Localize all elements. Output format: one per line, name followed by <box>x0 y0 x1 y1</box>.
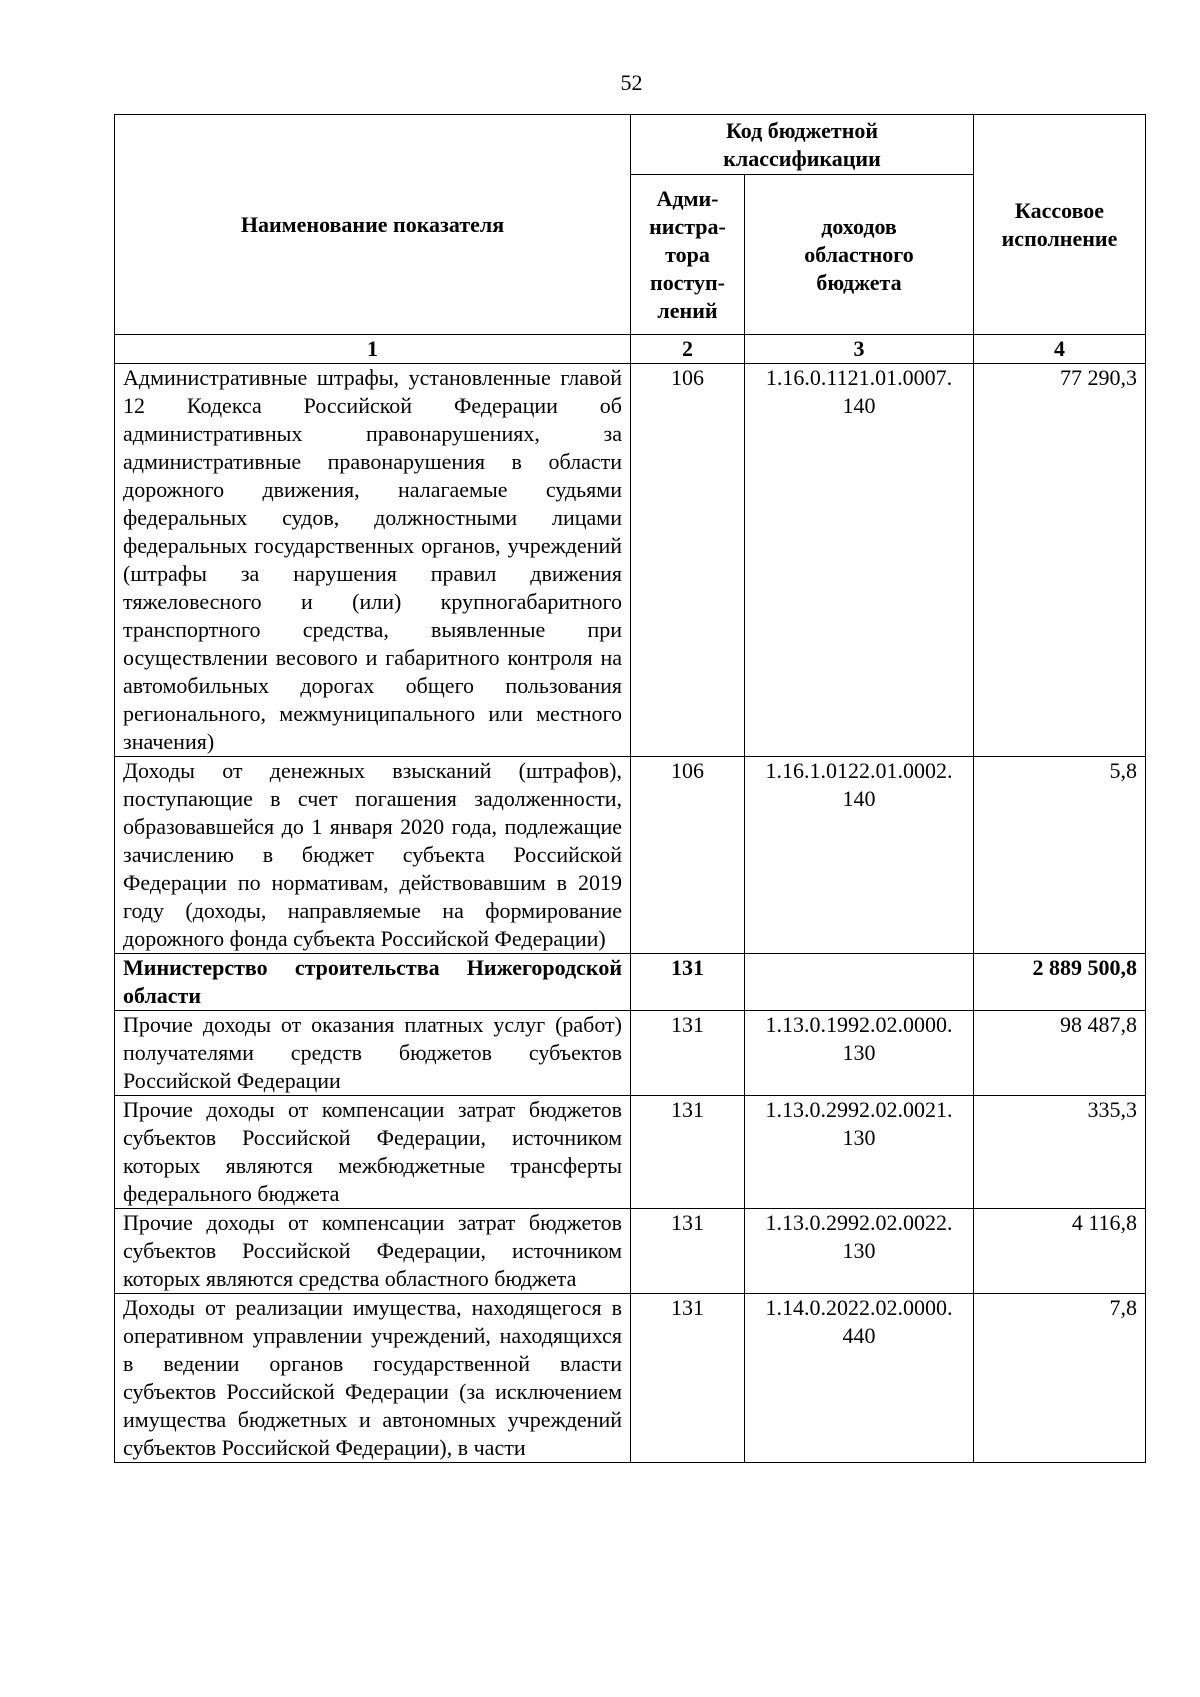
row-revenue-code-part-2: 140 <box>842 393 876 418</box>
row-indicator-name: Прочие доходы от оказания платных услуг (работ) получателями средств бюджетов субъектов Российской Федерации <box>115 1011 631 1096</box>
row-revenue-code <box>745 954 974 1011</box>
row-indicator-name: Доходы от денежных взысканий (штрафов), поступающие в счет погашения задолженности, образовавшейся до 1 января 2020 года, подлежащие зачислению в бюджет субъекта Российской Федерации по нормативам, действовавшим в 2019 году (доходы, направляемые на формирование дорожного фонда субъекта Российской Федерации) <box>115 757 631 954</box>
row-revenue-code <box>745 757 974 954</box>
row-administrator-code: 106 <box>631 364 745 757</box>
header-regional-budget-revenue: доходов областного бюджета <box>745 175 974 335</box>
row-revenue-code-part-2: 140 <box>842 786 876 811</box>
budget-table <box>114 114 1146 1463</box>
row-revenue-code-part-2: 440 <box>842 1323 876 1348</box>
row-cash-execution: 7,8 <box>974 1294 1146 1463</box>
column-number-2: 2 <box>631 335 745 364</box>
column-number-4: 4 <box>974 335 1146 364</box>
row-administrator-code: 131 <box>631 954 745 1011</box>
header-indicator-name: Наименование показателя <box>115 115 631 335</box>
row-administrator-code: 131 <box>631 1294 745 1463</box>
row-indicator-name: Административные штрафы, установленные главой 12 Кодекса Российской Федерации об административных правонарушениях, за административные правонарушения в области дорожного движения, налагаемые судьями федеральных судов, должностными лицами федеральных государственных органов, учреждений (штрафы за нарушения правил движения тяжеловесного и (или) крупногабаритного транспортного средства, выявленные при осуществлении весового и габаритного контроля на автомобильных дорогах общего пользования регионального, межмуниципального или местного значения) <box>115 364 631 757</box>
row-revenue-code <box>745 1209 974 1294</box>
row-indicator-name: Министерство строительства Нижегородской области <box>115 954 631 1011</box>
column-number-1: 1 <box>115 335 631 364</box>
page-number: 52 <box>620 70 643 95</box>
row-indicator-name: Доходы от реализации имущества, находящегося в оперативном управлении учреждений, находящихся в ведении органов государственной власти субъектов Российской Федерации (за исключением имущества бюджетных и автономных учреждений субъектов Российской Федерации), в части <box>115 1294 631 1463</box>
row-revenue-code-part-1: 1.13.0.2992.02.0022. <box>765 1210 953 1235</box>
column-number-3: 3 <box>745 335 974 364</box>
row-administrator-code: 131 <box>631 1011 745 1096</box>
row-revenue-code-part-1: 1.16.0.1121.01.0007. <box>765 365 953 390</box>
row-cash-execution: 335,3 <box>974 1096 1146 1209</box>
table-row <box>115 1011 1146 1096</box>
row-revenue-code-part-2: 130 <box>842 1040 876 1065</box>
table-row <box>115 757 1146 954</box>
column-numbers-row <box>115 335 1146 364</box>
row-cash-execution: 77 290,3 <box>974 364 1146 757</box>
row-revenue-code-part-1: 1.16.1.0122.01.0002. <box>765 758 953 783</box>
row-administrator-code: 106 <box>631 757 745 954</box>
table-header <box>115 115 1146 364</box>
table-row <box>115 364 1146 757</box>
row-cash-execution: 2 889 500,8 <box>974 954 1146 1011</box>
row-revenue-code <box>745 364 974 757</box>
row-cash-execution: 5,8 <box>974 757 1146 954</box>
row-revenue-code <box>745 1011 974 1096</box>
row-cash-execution: 98 487,8 <box>974 1011 1146 1096</box>
row-revenue-code-part-2: 130 <box>842 1125 876 1150</box>
table-row-section-heading <box>115 954 1146 1011</box>
row-indicator-name: Прочие доходы от компенсации затрат бюджетов субъектов Российской Федерации, источником которых являются средства областного бюджета <box>115 1209 631 1294</box>
header-revenue-administrator: Адми-нистра-тора поступ-лений <box>631 175 745 335</box>
row-administrator-code: 131 <box>631 1209 745 1294</box>
row-revenue-code <box>745 1294 974 1463</box>
row-revenue-code <box>745 1096 974 1209</box>
row-revenue-code-part-1: 1.13.0.1992.02.0000. <box>765 1012 953 1037</box>
row-revenue-code-part-1: 1.13.0.2992.02.0021. <box>765 1097 953 1122</box>
row-indicator-name: Прочие доходы от компенсации затрат бюджетов субъектов Российской Федерации, источником которых являются межбюджетные трансферты федерального бюджета <box>115 1096 631 1209</box>
table-row <box>115 1096 1146 1209</box>
table-row <box>115 1209 1146 1294</box>
row-revenue-code-part-2: 130 <box>842 1238 876 1263</box>
row-cash-execution: 4 116,8 <box>974 1209 1146 1294</box>
row-revenue-code-part-1: 1.14.0.2022.02.0000. <box>765 1295 953 1320</box>
row-administrator-code: 131 <box>631 1096 745 1209</box>
header-cash-execution: Кассовое исполнение <box>974 115 1146 335</box>
header-budget-classification-code: Код бюджетной классификации <box>631 115 974 175</box>
table-row <box>115 1294 1146 1463</box>
